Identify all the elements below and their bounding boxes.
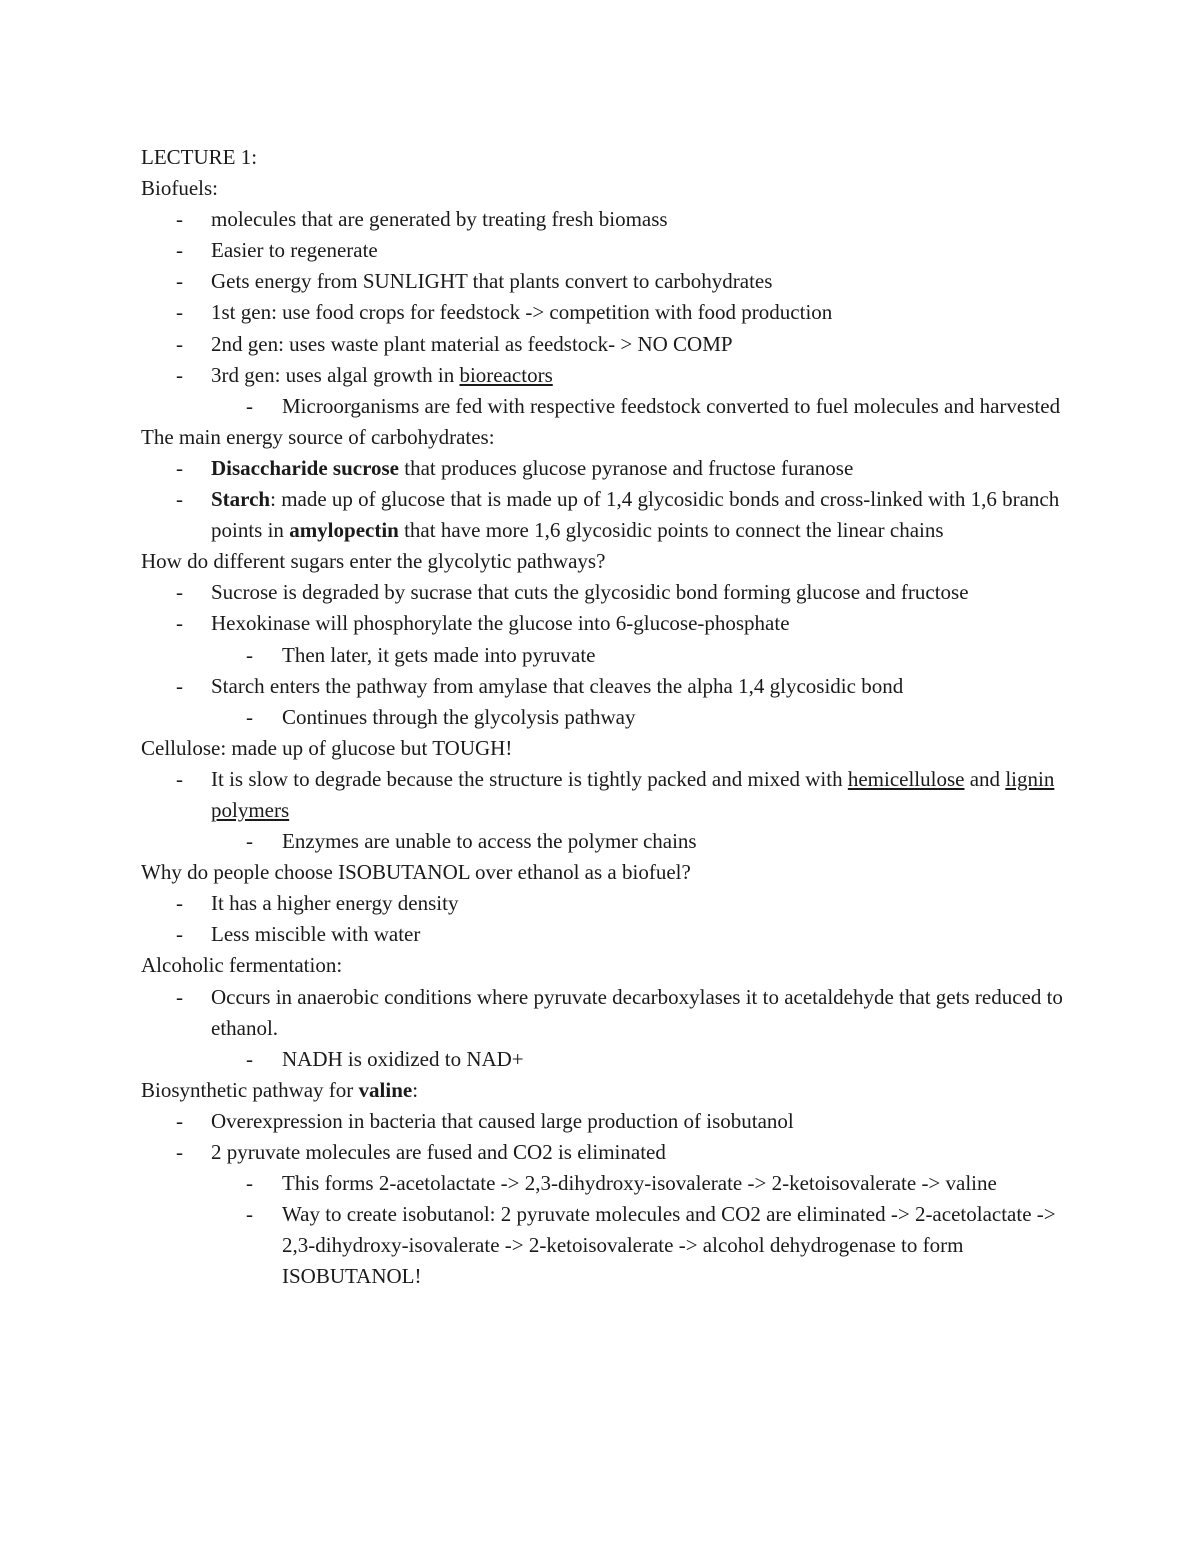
text-run: Microorganisms are fed with respective feedstock converted to fuel molecules and harvested [282, 393, 1061, 418]
bullet-item [141, 204, 1081, 235]
bold-term: Disaccharide sucrose [211, 455, 400, 480]
text-run: Cellulose: made up of glucose but TOUGH! [141, 735, 513, 760]
text-run: : made up of glucose that is made up of 1,4 glycosidic bonds and cross-linked with 1,6 branch points in [211, 487, 1060, 543]
text-run: Biosynthetic pathway for [141, 1077, 359, 1102]
text-run: It has a higher energy density [211, 891, 459, 916]
text-run: Alcoholic fermentation: [141, 953, 343, 978]
bold-term: Starch [211, 487, 271, 512]
text-run: Enzymes are unable to access the polymer chains [282, 829, 697, 854]
bullet-item [141, 266, 1081, 297]
text-run: Less miscible with water [211, 922, 421, 947]
section-heading [141, 173, 1081, 204]
bullet-item [141, 297, 1081, 328]
sub-bullet-item [141, 1044, 1081, 1075]
bullet-item [141, 453, 1081, 484]
section-heading [141, 1075, 1081, 1106]
bullet-dash-icon: - [176, 269, 183, 294]
underlined-term: lignin polymers [211, 766, 1055, 822]
bullet-dash-icon: - [176, 207, 183, 232]
bullet-dash-icon: - [176, 331, 183, 356]
text-run: Why do people choose ISOBUTANOL over ethanol as a biofuel? [141, 860, 691, 885]
bullet-dash-icon: - [246, 393, 253, 418]
sub-bullet-item [141, 1168, 1081, 1199]
bullet-item [141, 329, 1081, 360]
bullet-item [141, 919, 1081, 950]
underlined-term: bioreactors [459, 362, 553, 387]
bullet-dash-icon: - [246, 1046, 253, 1071]
bullet-dash-icon: - [176, 766, 183, 791]
bullet-dash-icon: - [176, 580, 183, 605]
bullet-item [141, 671, 1081, 702]
text-run: Overexpression in bacteria that caused large production of isobutanol [211, 1108, 794, 1133]
text-run: 3rd gen: uses algal growth in [211, 362, 460, 387]
text-run: Easier to regenerate [211, 238, 378, 263]
text-run: Way to create isobutanol: 2 pyruvate molecules and CO2 are eliminated -> 2-acetolactate -> 2,3-dihydroxy-isovalerate -> 2-ketoisovalerate -> alcohol dehydrogenase to form ISOBUTANOL! [282, 1202, 1056, 1289]
text-run: It is slow to degrade because the structure is tightly packed and mixed with [211, 766, 848, 791]
sub-bullet-item [141, 702, 1081, 733]
bullet-dash-icon: - [176, 300, 183, 325]
bullet-dash-icon: - [176, 673, 183, 698]
section-heading [141, 857, 1081, 888]
text-run: Starch enters the pathway from amylase that cleaves the alpha 1,4 glycosidic bond [211, 673, 904, 698]
text-run: This forms 2-acetolactate -> 2,3-dihydroxy-isovalerate -> 2-ketoisovalerate -> valine [282, 1171, 997, 1196]
text-run: 1st gen: use food crops for feedstock -> competition with food production [211, 300, 833, 325]
bullet-item [141, 1137, 1081, 1168]
bullet-dash-icon: - [246, 642, 253, 667]
bullet-dash-icon: - [176, 487, 183, 512]
text-run: 2 pyruvate molecules are fused and CO2 is eliminated [211, 1140, 666, 1164]
text-run: molecules that are generated by treating fresh biomass [211, 207, 668, 232]
bullet-dash-icon: - [176, 922, 183, 947]
text-run: NADH is oxidized to NAD+ [282, 1046, 524, 1071]
sub-bullet-item [141, 1199, 1081, 1292]
bullet-dash-icon: - [176, 611, 183, 636]
lecture-notes [141, 142, 1081, 1292]
bullet-item [141, 608, 1081, 639]
text-run: Occurs in anaerobic conditions where pyruvate decarboxylases it to acetaldehyde that gets reduced to ethanol. [211, 984, 1063, 1040]
section-heading [141, 422, 1081, 453]
bullet-item [141, 1106, 1081, 1137]
bold-term: amylopectin [289, 518, 399, 543]
sub-bullet-item [141, 391, 1081, 422]
text-run: Hexokinase will phosphorylate the glucose into 6-glucose-phosphate [211, 611, 790, 636]
section-heading [141, 546, 1081, 577]
bullet-dash-icon: - [176, 1140, 183, 1164]
text-run: Sucrose is degraded by sucrase that cuts the glycosidic bond forming glucose and fructose [211, 580, 969, 605]
bullet-dash-icon: - [176, 362, 183, 387]
underlined-term: hemicellulose [847, 766, 965, 791]
bullet-dash-icon: - [246, 704, 253, 729]
bullet-dash-icon: - [176, 455, 183, 480]
bullet-item [141, 888, 1081, 919]
text-run: that produces glucose pyranose and fructose furanose [399, 455, 854, 480]
bullet-item [141, 484, 1081, 546]
bold-term: valine [358, 1077, 413, 1102]
bullet-dash-icon: - [176, 984, 183, 1009]
text-run: LECTURE 1: [141, 145, 258, 169]
text-run: : [412, 1077, 419, 1102]
bullet-dash-icon: - [176, 891, 183, 916]
text-run: Gets energy from SUNLIGHT that plants convert to carbohydrates [211, 269, 773, 294]
text-run: that have more 1,6 glycosidic points to connect the linear chains [398, 518, 944, 543]
bullet-dash-icon: - [246, 1171, 253, 1196]
bullet-dash-icon: - [246, 829, 253, 854]
section-heading [141, 142, 1081, 173]
text-run: and [964, 766, 1006, 791]
bullet-item [141, 360, 1081, 391]
sub-bullet-item [141, 640, 1081, 671]
bullet-item [141, 982, 1081, 1044]
sub-bullet-item [141, 826, 1081, 857]
bullet-dash-icon: - [246, 1202, 253, 1227]
bullet-item [141, 235, 1081, 266]
text-run: Biofuels: [141, 176, 218, 201]
text-run: Continues through the glycolysis pathway [282, 704, 636, 729]
text-run: How do different sugars enter the glycolytic pathways? [141, 549, 606, 574]
bullet-dash-icon: - [176, 1108, 183, 1133]
text-run: 2nd gen: uses waste plant material as feedstock- > NO COMP [211, 331, 733, 356]
section-heading [141, 733, 1081, 764]
bullet-item [141, 577, 1081, 608]
text-run: Then later, it gets made into pyruvate [282, 642, 596, 667]
text-run: The main energy source of carbohydrates: [141, 424, 495, 449]
bullet-dash-icon: - [176, 238, 183, 263]
section-heading [141, 950, 1081, 981]
bullet-item [141, 764, 1081, 826]
